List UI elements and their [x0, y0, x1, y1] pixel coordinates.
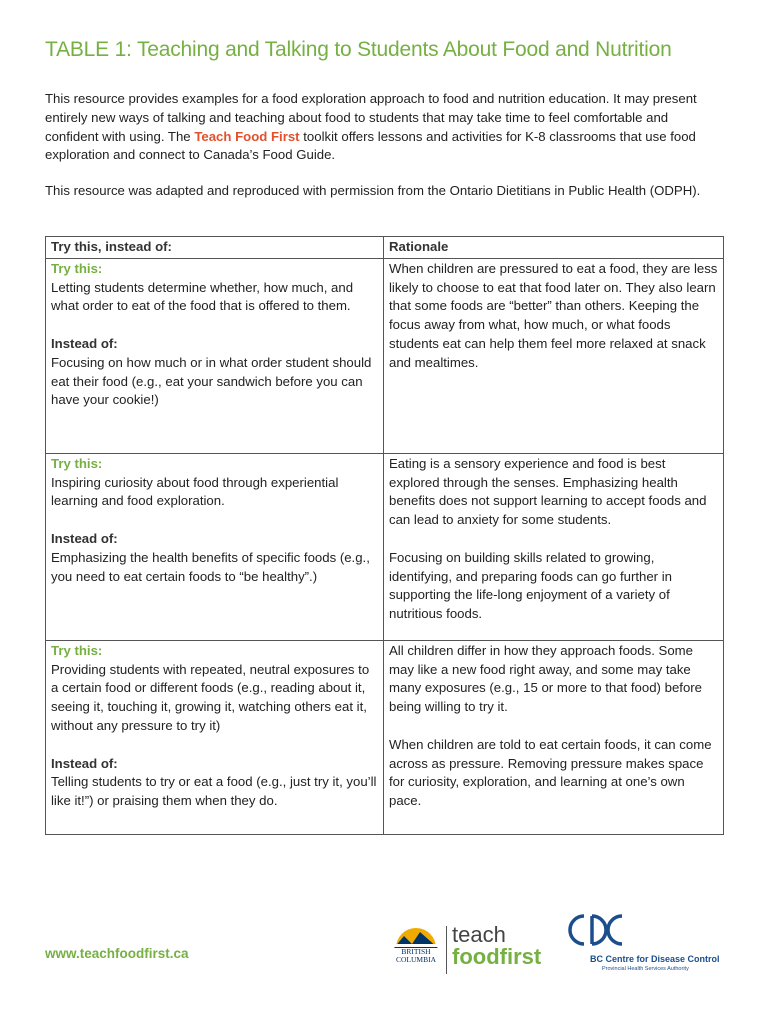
- try-cell: [46, 640, 384, 834]
- col-header-rationale: Rationale: [384, 237, 724, 259]
- footer-logos: [390, 908, 730, 978]
- table-row: [46, 258, 724, 453]
- page-title: TABLE 1: Teaching and Talking to Students About Food and Nutrition: [45, 38, 672, 61]
- rationale-text: Eating is a sensory experience and food is best explored through the senses. Emphasizing health benefits does not support learning to accept foods and can lead to anxiety for some students.: [389, 455, 707, 528]
- instead-of-label: Instead of:: [51, 755, 118, 771]
- permission-paragraph: This resource was adapted and reproduced with permission from the Ontario Dietitians in Public Health (ODPH).: [45, 183, 701, 198]
- rationale-text: When children are pressured to eat a food, they are less likely to choose to eat that food later on. They also learn that some foods are “better” than others. Keeping the focus away from what, how much, or what foods students eat can help them feel more relaxed at snack and mealtimes.: [389, 260, 718, 370]
- teach-food-first-logo-line2: foodfirst: [452, 944, 542, 969]
- col-header-try: Try this, instead of:: [46, 237, 384, 259]
- teach-food-first-logo: [452, 924, 541, 968]
- rationale-text: Focusing on building skills related to growing, identifying, and preparing foods can go further in supporting the life-long enjoyment of a variety of nutritious foods.: [389, 549, 672, 622]
- instead-text: Telling students to try or eat a food (e.g., just try it, you’ll like it!”) or praising them when they do.: [51, 774, 377, 809]
- instead-of-label: Instead of:: [51, 335, 118, 351]
- try-text: Letting students determine whether, how much, and what order to eat of the food that is offered to them.: [51, 279, 354, 314]
- rationale-cell: [384, 640, 724, 834]
- teach-food-first-logo-line1: teach: [452, 922, 506, 947]
- try-this-label: Try this:: [51, 260, 103, 276]
- try-cell: [46, 453, 384, 640]
- try-this-label: Try this:: [51, 455, 103, 471]
- try-text: Providing students with repeated, neutral exposures to a certain food or different foods (e.g., reading about it, seeing it, touching it, growing it, watching others eat it, without any pressure to try it): [51, 661, 370, 733]
- instead-text: Emphasizing the health benefits of specific foods (e.g., you need to eat certain foods to “be healthy”.): [51, 549, 370, 584]
- instead-of-label: Instead of:: [51, 530, 118, 546]
- logo-divider: [446, 926, 447, 974]
- rationale-text: When children are told to eat certain foods, it can come across as pressure. Removing pressure makes space for curiosity, exploration, and learning at one’s own pace.: [389, 736, 712, 809]
- try-text: Inspiring curiosity about food through experiential learning and food exploration.: [51, 474, 339, 509]
- website-link[interactable]: www.teachfoodfirst.ca: [45, 946, 189, 961]
- table-row: [46, 453, 724, 640]
- bccdc-subtitle: Provincial Health Services Authority: [602, 966, 689, 972]
- bccdc-name: BC Centre for Disease Control: [590, 954, 720, 964]
- bccdc-logo-icon: [566, 910, 630, 950]
- intro-text-start: This resource provides examples for a food exploration approach to food and nutrition education. It may present entirely new ways of talking and teaching about food to students that may take time to feel comfortable and confident with using. The: [45, 91, 697, 144]
- intro-paragraph: [45, 90, 725, 165]
- table-header-row: [46, 237, 724, 259]
- try-cell: [46, 258, 384, 453]
- rationale-cell: [384, 453, 724, 640]
- rationale-cell: [384, 258, 724, 453]
- intro-text-end: toolkit offers lessons and activities for K-8 classrooms that use food exploration and connect to Canada’s Food Guide.: [45, 128, 696, 163]
- teach-food-first-highlight: Teach Food First: [194, 128, 300, 144]
- try-this-label: Try this:: [51, 642, 103, 658]
- table-row: [46, 640, 724, 834]
- instead-text: Focusing on how much or in what order student should eat their food (e.g., eat your sandwich before you can have your cookie!): [51, 354, 372, 408]
- rationale-text: All children differ in how they approach foods. Some may like a new food right away, and some may take many exposures (e.g., 15 or more to that food) before being willing to try it.: [389, 642, 703, 715]
- bc-logo-text: BRITISH COLUMBIA: [395, 947, 436, 964]
- guidance-table: [45, 236, 724, 835]
